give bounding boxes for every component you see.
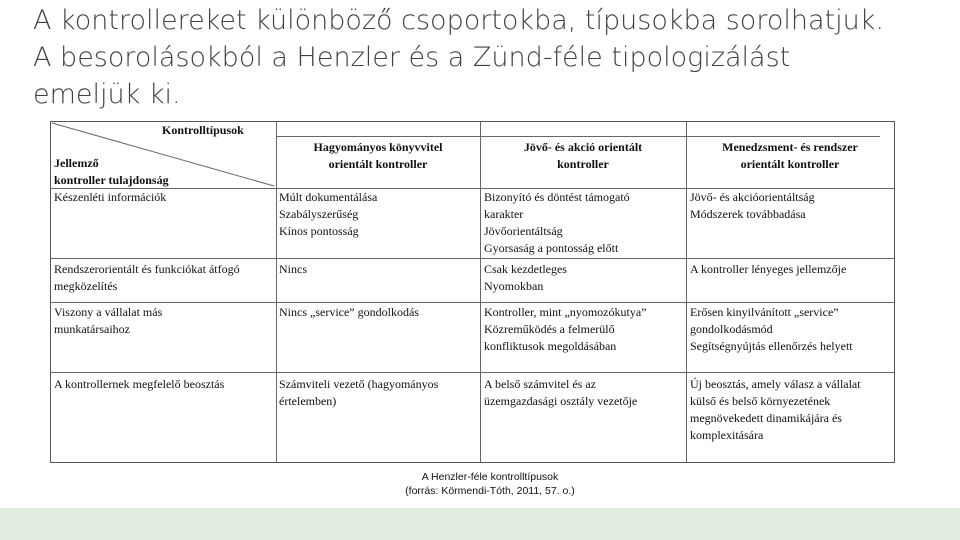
table-cell: Múlt dokumentálása Szabályszerűség Kínos pontosság [279,190,378,238]
column-header-3: Menedzsment- és rendszer orientált kontroller [722,140,858,171]
corner-top-label: Kontrolltípusok [162,123,244,137]
table-cell: Jövő- és akcióorientáltság Módszerek továbbadása [690,190,815,221]
footer-strip [0,508,960,540]
title-line-1: A kontrollereket különböző csoportokba, típusokba sorolhatjuk. [33,5,884,36]
title-line-3: emeljük ki. [33,79,181,110]
row-label-4: A kontrollernek megfelelő beosztás [54,377,225,391]
table-cell: A belső számvitel és az üzemgazdasági osztály vezetője [484,377,638,408]
row-label-2: Rendszerorientált és funkciókat átfogó megközelítés [54,262,240,293]
table-cell: Kontroller, mint „nyomozókutya” Közreműködés a felmerülő konfliktusok megoldásában [484,305,647,353]
row-label-3: Viszony a vállalat más munkatársaihoz [54,305,163,336]
table-cell: A kontroller lényeges jellemzője [690,262,847,276]
row-label-1: Készenléti információk [54,190,167,204]
caption-source: (forrás: Körmendi-Tóth, 2011, 57. o.) [405,485,575,497]
table-cell: Nincs [279,262,307,276]
table-cell: Számviteli vezető (hagyományos értelemben) [279,377,439,408]
table-cell: Csak kezdetleges Nyomokban [484,262,567,293]
column-header-2: Jövő- és akció orientált kontroller [523,140,643,171]
corner-bottom-label: Jellemző kontroller tulajdonság [54,156,169,187]
column-header-1: Hagyományos könyvvitel orientált kontroller [313,140,443,171]
table-cell: Bizonyító és döntést támogató karakter Jövőorientáltság Gyorsaság a pontosság előtt [484,190,630,255]
caption-title: A Henzler-féle kontrolltípusok [421,471,559,483]
title-line-2: A besorolásokból a Henzler és a Zünd-féle tipologizálást [33,42,791,73]
table-cell: Nincs „service” gondolkodás [279,305,419,319]
table-cell: Új beosztás, amely válasz a vállalat külső és belső környezetének megnövekedett dinamikájára és komplexitására [690,377,861,442]
table-cell: Erősen kinyilvánított „service” gondolkodásmód Segítségnyújtás ellenőrzés helyett [690,305,853,353]
